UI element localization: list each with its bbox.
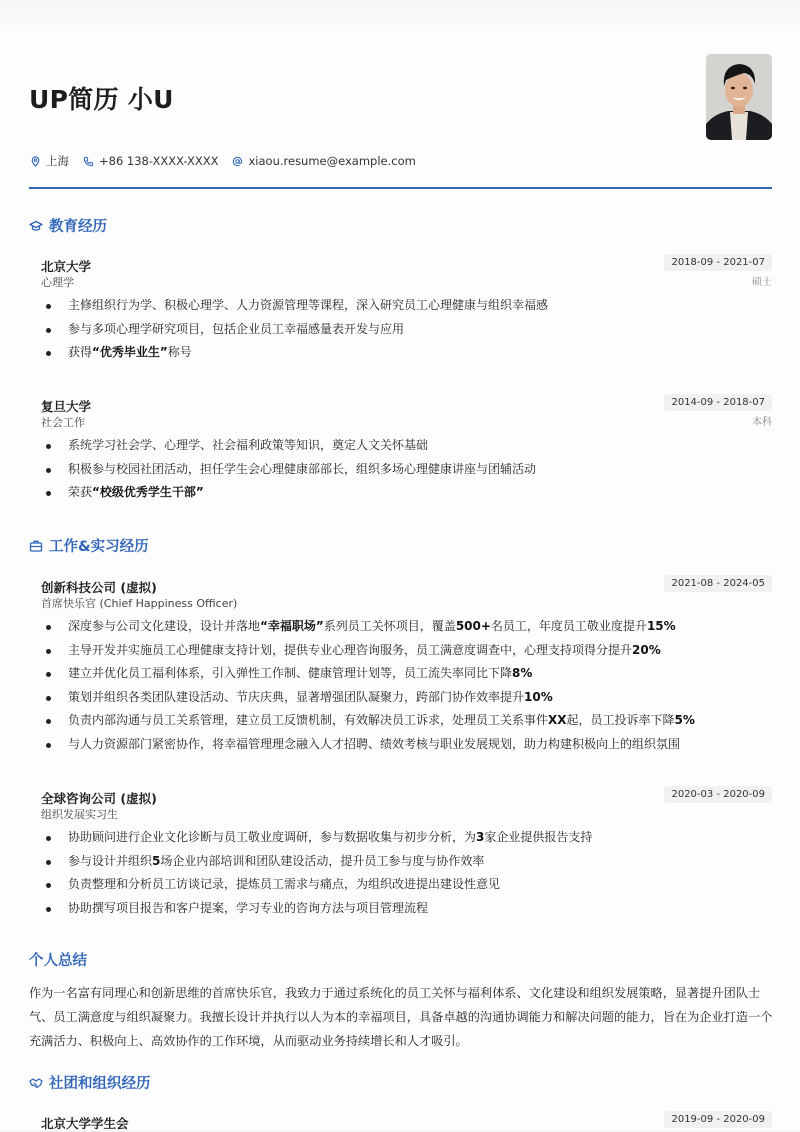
header-divider bbox=[29, 187, 772, 189]
list-item: 主修组织行为学、积极心理学、人力资源管理等课程，深入研究员工心理健康与组织幸福感 bbox=[41, 294, 772, 318]
education-entry bbox=[41, 256, 772, 365]
contact-phone bbox=[83, 154, 218, 168]
contact-location bbox=[30, 153, 69, 169]
email-text[interactable]: xiaou.resume@example.com bbox=[248, 154, 416, 168]
phone-icon bbox=[83, 156, 94, 167]
location-pin-icon bbox=[30, 156, 41, 167]
section-education-title: 教育经历 bbox=[29, 215, 107, 236]
club-name: 北京大学学生会 bbox=[41, 1116, 129, 1131]
list-item: 策划并组织各类团队建设活动、节庆庆典，显著增强团队凝聚力，跨部门协作效率提升10% bbox=[41, 686, 772, 710]
degree: 硕士 bbox=[752, 277, 772, 288]
date-badge: 2014-09 - 2018-07 bbox=[664, 394, 772, 411]
bullet-list bbox=[41, 294, 772, 365]
school-name: 复旦大学 bbox=[41, 399, 92, 414]
school-name: 北京大学 bbox=[41, 259, 92, 274]
graduation-cap-icon bbox=[29, 219, 43, 233]
list-item: 系统学习社会学、心理学、社会福利政策等知识，奠定人文关怀基础 bbox=[41, 434, 772, 458]
list-item: 负责内部沟通与员工关系管理，建立员工反馈机制，有效解决员工诉求，处理员工关系事件XX起，员工投诉率下降5% bbox=[41, 709, 772, 733]
summary-text: 作为一名富有同理心和创新思维的首席快乐官，我致力于通过系统化的员工关怀与福利体系、文化建设和组织发展策略，显著提升团队士气、员工满意度与组织凝聚力。我擅长设计并执行以人为本的幸福项目，具备卓越的沟通协调能力和解决问题的能力，旨在为企业打造一个充满活力、积极向上、高效协作的工作环境，从而驱动业务持续增长和人才吸引。 bbox=[29, 986, 773, 1048]
resume-header bbox=[0, 26, 800, 164]
list-item: 协助撰写项目报告和客户提案，学习专业的咨询方法与项目管理流程 bbox=[41, 897, 772, 921]
list-item: 积极参与校园社团活动，担任学生会心理健康部部长，组织多场心理健康讲座与团辅活动 bbox=[41, 458, 772, 482]
top-bar bbox=[0, 0, 800, 26]
list-item: 协助顾问进行企业文化诊断与员工敬业度调研，参与数据收集与初步分析，为3家企业提供报告支持 bbox=[41, 826, 772, 850]
list-item: 参与设计并组织5场企业内部培训和团队建设活动，提升员工参与度与协作效率 bbox=[41, 850, 772, 874]
section-clubs-title: 社团和组织经历 bbox=[29, 1072, 151, 1093]
list-item: 建立并优化员工福利体系，引入弹性工作制、健康管理计划等，员工流失率同比下降8% bbox=[41, 662, 772, 686]
candidate-name: UP简历 小U bbox=[29, 85, 174, 114]
company-name: 创新科技公司 (虚拟) bbox=[41, 580, 157, 595]
section-work-title: 工作&实习经历 bbox=[29, 535, 149, 556]
avatar bbox=[706, 54, 772, 140]
date-badge: 2020-03 - 2020-09 bbox=[664, 786, 772, 803]
list-item: 获得“优秀毕业生”称号 bbox=[41, 341, 772, 365]
at-sign-icon bbox=[232, 156, 243, 167]
handshake-icon bbox=[29, 1076, 43, 1090]
list-item: 负责整理和分析员工访谈记录，提炼员工需求与痛点，为组织改进提出建设性意见 bbox=[41, 873, 772, 897]
list-item: 参与多项心理学研究项目，包括企业员工幸福感量表开发与应用 bbox=[41, 318, 772, 342]
list-item: 与人力资源部门紧密协作，将幸福管理理念融入人才招聘、绩效考核与职业发展规划，助力构建积极向上的组织氛围 bbox=[41, 733, 772, 757]
contact-email[interactable] bbox=[232, 154, 415, 168]
briefcase-icon bbox=[29, 539, 43, 553]
degree: 本科 bbox=[752, 417, 772, 428]
location-text: 上海 bbox=[46, 154, 69, 168]
role: 组织发展实习生 bbox=[41, 808, 118, 821]
club-entry bbox=[41, 1113, 772, 1131]
list-item: 主导开发并实施员工心理健康支持计划，提供专业心理咨询服务，员工满意度调查中，心理支持项得分提升20% bbox=[41, 639, 772, 663]
list-item: 荣获“校级优秀学生干部” bbox=[41, 481, 772, 505]
company-name: 全球咨询公司 (虚拟) bbox=[41, 791, 157, 806]
section-summary-title: 个人总结 bbox=[29, 953, 87, 969]
date-badge: 2021-08 - 2024-05 bbox=[664, 575, 772, 592]
list-item: 深度参与公司文化建设，设计并落地“幸福职场”系列员工关怀项目，覆盖500+名员工，年度员工敬业度提升15% bbox=[41, 615, 772, 639]
work-entry bbox=[41, 577, 772, 756]
bullet-list bbox=[41, 434, 772, 505]
major: 社会工作 bbox=[41, 416, 85, 429]
education-entry bbox=[41, 396, 772, 505]
phone-text: +86 138-XXXX-XXXX bbox=[99, 154, 219, 168]
bullet-list bbox=[41, 615, 772, 756]
resume-page bbox=[0, 26, 800, 1130]
date-badge: 2019-09 - 2020-09 bbox=[664, 1111, 772, 1128]
bullet-list bbox=[41, 826, 772, 920]
work-entry bbox=[41, 788, 772, 920]
contact-info bbox=[30, 153, 416, 169]
role: 首席快乐官 (Chief Happiness Officer) bbox=[41, 597, 238, 610]
major: 心理学 bbox=[41, 276, 74, 289]
date-badge: 2018-09 - 2021-07 bbox=[664, 254, 772, 271]
